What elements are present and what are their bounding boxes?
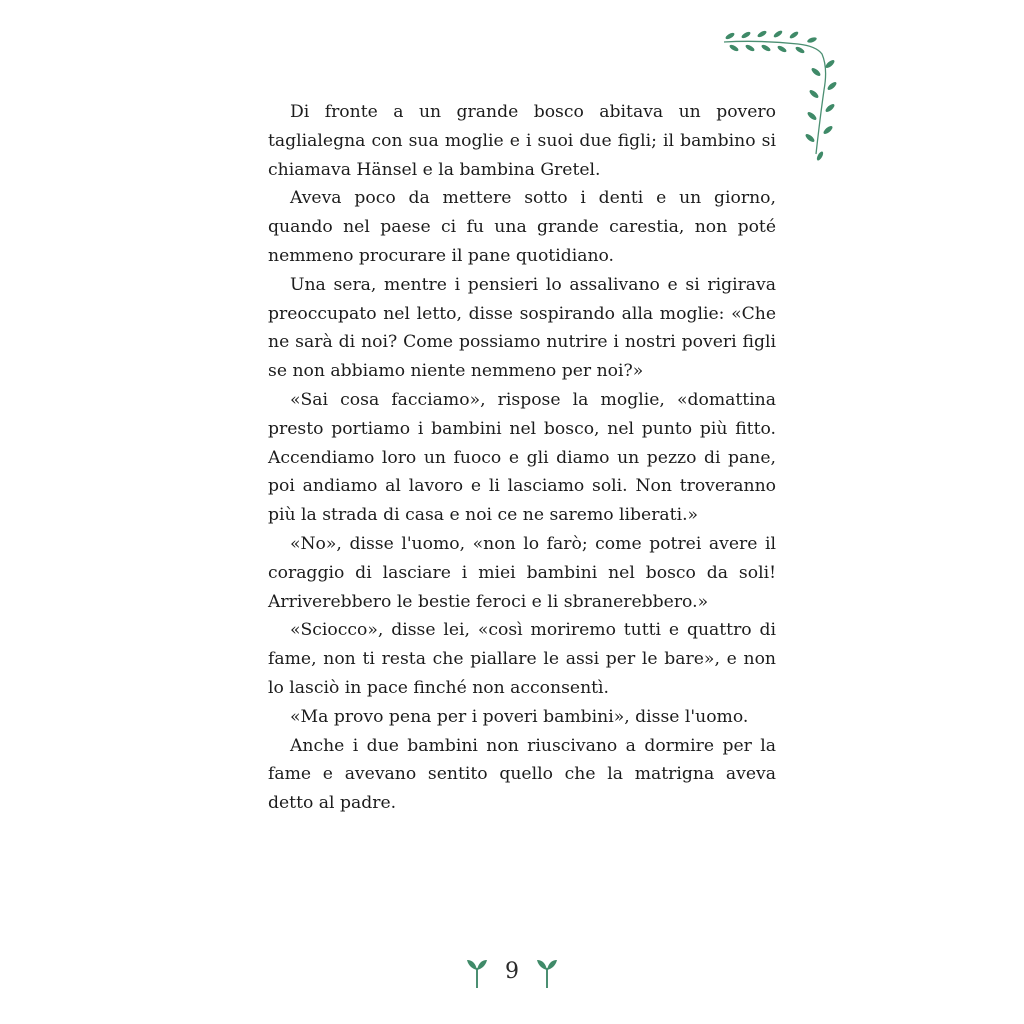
paragraph: «Sciocco», disse lei, «così moriremo tutti e quattro di fame, non ti resta che piallare le assi per le bare», e non lo lasciò in pace finché non acconsentì.: [268, 620, 776, 698]
paragraph: Anche i due bambini non riuscivano a dormire per la fame e avevano sentito quello che la matrigna aveva detto al padre.: [268, 735, 776, 814]
body-text: [268, 98, 776, 818]
paragraph: Aveva poco da mettere sotto i denti e un giorno, quando nel paese ci fu una grande carestia, non poté nemmeno procurare il pane quotidiano.: [268, 188, 776, 266]
page-footer: [0, 950, 1024, 994]
paragraph: «Ma provo pena per i poveri bambini», disse l'uomo.: [290, 706, 749, 727]
sprout-icon: [535, 954, 559, 990]
paragraph: Di fronte a un grande bosco abitava un povero taglialegna con sua moglie e i suoi due figli; il bambino si chiamava Hänsel e la bambina Gretel.: [268, 102, 776, 180]
page-number: 9: [505, 959, 519, 984]
sprout-icon: [465, 954, 489, 990]
paragraph: Una sera, mentre i pensieri lo assalivano e si rigirava preoccupato nel letto, disse sospirando alla moglie: «Che ne sarà di noi? Come possiamo nutrire i nostri poveri figli se non abbiamo niente nemmeno per noi?»: [268, 274, 776, 382]
paragraph: «No», disse l'uomo, «non lo farò; come potrei avere il coraggio di lasciare i miei bambini nel bosco da soli! Arriverebbero le bestie feroci e li sbranerebbero.»: [268, 533, 776, 612]
paragraph: «Sai cosa facciamo», rispose la moglie, «domattina presto portiamo i bambini nel bosco, nel punto più fitto. Accendiamo loro un fuoco e gli diamo un pezzo di pane, poi andiamo al lavoro e li lasciamo soli. Non troveranno più la strada di casa e noi ce ne saremo liberati.»: [268, 389, 776, 526]
